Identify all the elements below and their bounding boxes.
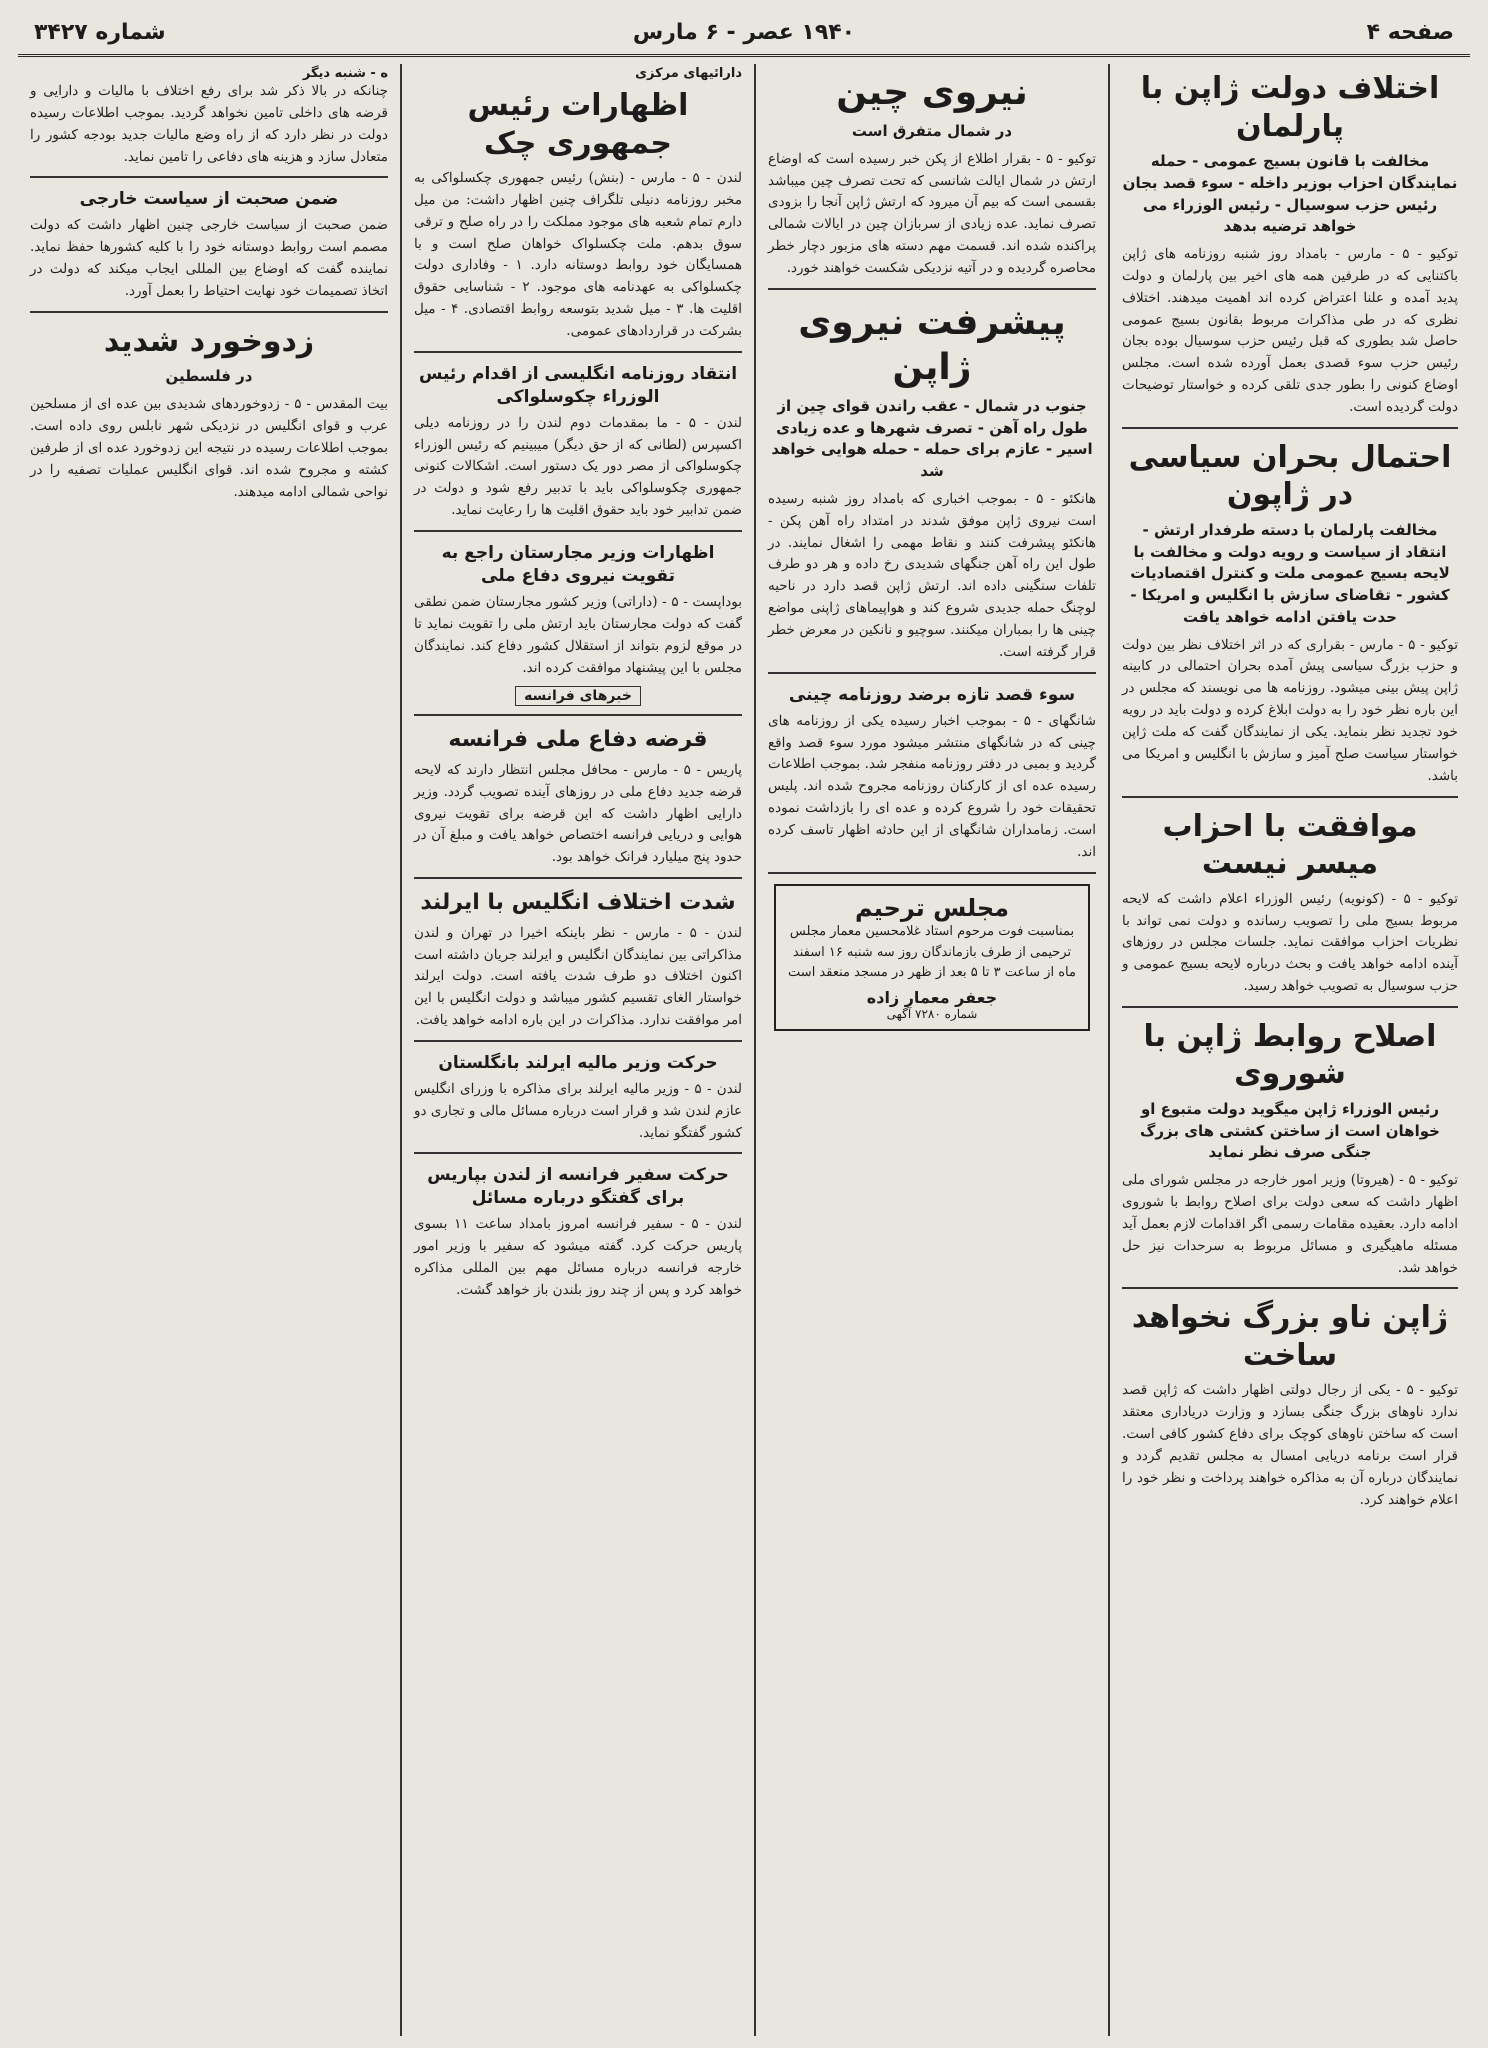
article xyxy=(30,323,388,512)
article xyxy=(414,542,742,716)
article-body: بوداپست - ۵ - (داراتی) وزیر کشور مجارستان ضمن نطقی گفت که دولت مجارستان باید ارتش ملی را تقویت نماید تا در موقع لزوم بتواند از استقلال کشور دفاع کند. نمایندگان مجلس با این پیشنهاد موافقت کرده اند. xyxy=(414,593,742,676)
column-2 xyxy=(754,64,1110,2036)
article xyxy=(414,889,742,1042)
headline: احتمال بحران سیاسی در ژاپون xyxy=(1128,439,1452,513)
headline: ضمن صحبت از سیاست خارجی xyxy=(79,189,339,210)
article xyxy=(768,300,1096,674)
article xyxy=(1122,1018,1458,1290)
article xyxy=(30,188,388,312)
article xyxy=(1122,808,1458,1008)
headline: موافقت با احزاب میسر نیست xyxy=(1162,808,1418,882)
article-body: توکیو - ۵ - بقرار اطلاع از پکن خبر رسیده است که اوضاع ارتش در شمال ایالت شانسی که تحت تصرف چین میباشد بقسمی است که بیم آن میرود که ارتش ژاپن آنجا را بزودی تصرف نماید. عده زیادی از سربازان چین در ایالات شمالی پراکنده شده اند. قسمت مهم دسته های مزبور دچار خطر محاصره گردیده و در آتیه نزدیکی شکست خواهند خورد. xyxy=(768,150,1096,277)
page-number: صفحه ۴ xyxy=(1366,20,1454,45)
article xyxy=(414,66,742,353)
article-body: توکیو - ۵ - مارس - بامداد روز شنبه روزنامه های ژاپن باکتنایی که در طرفین همه های اخیر بین پارلمان و دولت پدید آمده و علنا اعتراض کرده اند اهمیت میدهند. اختلاف نظری که در طی مذاکرات مربوط بقانون بسیج عمومی حاصل شد بطوری که قبل رئیس حزب سوسیال بوده بجان رئیس حزب سوء قصدی بعمل آورده شده است. مجلس اوضاع کنونی را بطور جدی تلقی کرده و خواستار توضیحات دولت گردیده است. xyxy=(1122,246,1459,416)
article-body: بیت المقدس - ۵ - زدوخوردهای شدیدی بین عده ای از مسلحین عرب و قوای انگلیس در نزدیکی شهر نابلس روی داده است. بموجب اطلاعات رسیده در نتیجه این زدوخورد عده ای از طرفین کشته و مجروح شده اند. قوای انگلیس عملیات تصفیه را در نواحی شمالی ادامه میدهند. xyxy=(30,396,388,500)
headline: اصلاح روابط ژاپن با شوروی xyxy=(1143,1018,1437,1092)
article xyxy=(30,66,388,178)
article xyxy=(414,363,742,532)
headline: حرکت سفیر فرانسه از لندن بپاریس برای گفتگو درباره مسائل xyxy=(427,1165,729,1209)
headline: اظهارات رئیس جمهوری چک xyxy=(467,88,689,161)
article-body: هانکئو - ۵ - بموجب اخباری که بامداد روز شنبه رسیده است نیروی ژاپن موفق شدند در امتداد راه آهن پکن - هانکئو پیشرفت کنند و نقاط مهمی را اشغال نمایند. در طول این راه آهن جنگهای شدیدی رخ داده و هر دو طرف تلفات سنگینی داده اند. ارتش ژاپن قصد دارد در ناحیه لوچنگ حمله جدیدی شروع کند و هواپیماهای ژاپنی مواضع چینی ها را بمباران میکنند. سوچیو و نانکین در معرض خطر قرار گرفته است. xyxy=(768,490,1096,660)
article-body: توکیو - ۵ - (کونویه) رئیس الوزراء اعلام داشت که لایحه مربوط بسیج ملی را تصویب رسانده و دولت نمی تواند با نظریات احزاب موافقت نماید. جلسات مجلس در روزهای آینده ادامه خواهد یافت و بحث درباره لایحه بسیج عمومی و حزب سوسیال به تصویب خواهد رسید. xyxy=(1122,890,1459,995)
headline: زدوخورد شدید xyxy=(103,323,315,359)
article xyxy=(414,1164,742,1309)
issue-date: ۱۹۴۰ عصر - ۶ مارس xyxy=(632,20,856,45)
article-body: توکیو - ۵ - یکی از رجال دولتی اظهار داشت که ژاپن قصد ندارد ناوهای بزرگ جنگی بسازد و وزارت دریاداری معتقد است که ساختن ناوهای کوچک برای دفاع کشور کافی است. قرار است برنامه دریایی امسال به مجلس تقدیم گردد و نمایندگان درباره آن به مذاکره خواهند پرداخت و نظر خود را اعلام خواهند کرد. xyxy=(1122,1382,1458,1508)
masthead xyxy=(18,12,1470,57)
headline: نیروی چین xyxy=(836,72,1028,113)
article-body: توکیو - ۵ - (هیروتا) وزیر امور خارجه در مجلس شورای ملی اظهار داشت که سعی دولت برای اصلاح روابط با شوروی ادامه دارد. بعقیده مقامات رسمی اگر اقدامات لازم بعمل آید مسئله ماهیگیری و مسائل مربوط به سرحدات نیز حل خواهد شد. xyxy=(1122,1172,1458,1276)
article xyxy=(768,684,1096,874)
memorial-notice xyxy=(774,884,1090,1031)
headline: قرضه دفاع ملی فرانسه xyxy=(448,727,708,753)
notice-signature: جعفر معمار زاده xyxy=(866,988,998,1008)
subheadline: مخالفت با قانون بسیج عمومی - حمله نمایندگان احزاب بوزیر داخله - سوء قصد بجان رئیس حزب سوسیال - رئیس الوزراء می خواهد ترضیه بدهد xyxy=(1122,152,1458,236)
subheadline: مخالفت پارلمان با دسته طرفدار ارتش - انتقاد از سیاست و رویه دولت و مخالفت با لایحه بسیج عمومی ملت و کنترل اقتصادیات کشور - تقاضای سازش با انگلیس و امریکا - حدت یافتن ادامه خواهد یافت xyxy=(1130,520,1450,626)
column-1 xyxy=(1110,64,1470,2036)
article xyxy=(1122,439,1458,798)
article xyxy=(1122,70,1458,429)
subheadline: رئیس الوزراء ژاپن میگوید دولت متبوع او خواهان است از ساختن کشتی های بزرگ جنگی صرف نظر نماید xyxy=(1140,1099,1440,1162)
section-label: دارائیهای مرکزی xyxy=(635,66,742,81)
article xyxy=(414,1052,742,1155)
notice-title: مجلس ترحیم xyxy=(854,893,1010,922)
headline: انتقاد روزنامه انگلیسی از اقدام رئیس الوزراء چکوسلواکی xyxy=(418,363,738,407)
article xyxy=(768,70,1096,290)
article-body: شانگهای - ۵ - بموجب اخبار رسیده یکی از روزنامه های چینی که در شانگهای منتشر میشود مورد سوء قصد واقع گردید و بمبی در دفتر روزنامه منفجر شد. بموجب اطلاعات رسیده عده ای از کارکنان روزنامه مجروح شده اند. پلیس تحقیقات خود را شروع کرده و عده ای را بازداشت نموده است. زمامداران شانگهای از این حادثه اظهار تاسف کرده اند. xyxy=(768,712,1096,860)
article xyxy=(1122,1299,1458,1519)
headline: اظهارات وزیر مجارستان راجع به تقویت نیروی دفاع ملی xyxy=(441,543,715,586)
column-4 xyxy=(18,64,402,2036)
notice-footer: شماره ۷۲۸۰ آگهی xyxy=(886,1007,978,1022)
subheadline: در فلسطین xyxy=(165,367,253,386)
issue-number: شماره ۳۴۲۷ xyxy=(34,20,166,45)
article-body: لندن - ۵ - وزیر مالیه ایرلند برای مذاکره با وزرای انگلیس عازم لندن شد و قرار است درباره مسائل مالی و تجاری دو کشور گفتگو نماید. xyxy=(414,1080,742,1141)
article-body: لندن - ۵ - مارس - نظر باینکه اخیرا در تهران و لندن مذاکراتی بین نمایندگان انگلیس و ایرلند جریان داشته است اکنون اختلاف دو طرف شدت یافته است. دولت ایرلند خواستار الغای تقسیم کشور میباشد و دولت انگلیس با این امر موافقت ندارد. مذاکرات در این باره ادامه خواهد یافت. xyxy=(414,924,742,1029)
article xyxy=(414,726,742,879)
article-body: ضمن صحبت از سیاست خارجی چنین اظهار داشت که دولت مصمم است روابط دوستانه خود را با کلیه کشورها حفظ نماید. نماینده گفت که اوضاع بین المللی ایجاب میکند که دولت در اتخاذ تصمیمات خود نهایت احتیاط را بعمل آورد. xyxy=(30,217,388,299)
article-body: لندن - ۵ - مارس - (بنش) رئیس جمهوری چکسلواکی به مخبر روزنامه دنیلی تلگراف چنین اظهار داشت: من میل دارم تمام شعبه های موجود مملکت را در راه صلح و ترقی سوق بدهم. ملت چکسلواک خواهان صلح است و با همسایگان خود روابط دوستانه دارد. ۱ - وفاداری دولت چکسلواکی به عهدنامه های موجود. ۲ - شناسایی حقوق اقلیت ها. ۳ - میل شدید بتوسعه روابط اقتصادی. ۴ - میل بشرکت در قراردادهای عمومی. xyxy=(414,170,743,340)
headline: حرکت وزیر مالیه ایرلند بانگلستان xyxy=(438,1052,718,1073)
section-badge: خبرهای فرانسه xyxy=(515,686,641,706)
article-body: لندن - ۵ - ما بمقدمات دوم لندن را در روزنامه دیلی اکسپرس (لطانی که از حق دیگر) میبینیم که رئیس الوزراء چکوسلواکی از مصر دور یک دستور است. اشکالات کنونی جمهوری چکوسلواکی باید با تدبیر رفع شود و دولت در ضمن تدابیر خود باید حقوق اقلیت ها را رعایت نماید. xyxy=(414,414,742,519)
article-body: لندن - ۵ - سفیر فرانسه امروز بامداد ساعت ۱۱ بسوی پاریس حرکت کرد. گفته میشود که سفیر با وزیر امور خارجه فرانسه درباره مسائل مهم بین المللی مذاکره خواهد کرد و پس از چند روز بلندن باز خواهد گشت. xyxy=(414,1216,742,1298)
headline: پیشرفت نیروی ژاپن xyxy=(798,301,1066,388)
newspaper-page xyxy=(18,12,1470,2036)
headline: شدت اختلاف انگلیس با ایرلند xyxy=(420,890,736,916)
article-body: پاریس - ۵ - مارس - محافل مجلس انتظار دارند که لایحه قرضه جدید دفاع ملی در روزهای آینده تصویب گردد. وزیر دارایی اظهار داشت که این قرضه برای تقویت نیروی هوایی و دریایی فرانسه اختصاص خواهد یافت و مبلغ آن در حدود پنج میلیارد فرانک خواهد بود. xyxy=(414,761,742,866)
notice-text: بمناسبت فوت مرحوم استاد غلامحسین معمار مجلس ترحیمی از طرف بازماندگان روز سه شنبه ۱۶ اسفند ماه از ساعت ۳ تا ۵ بعد از ظهر در مسجد منعقد است xyxy=(788,923,1076,981)
headline: اختلاف دولت ژاپن با پارلمان xyxy=(1140,71,1440,144)
article-body: توکیو - ۵ - مارس - بقراری که در اثر اختلاف نظر بین دولت و حزب بزرگ سیاسی پیش آمده بحران احتمالی در کابینه ژاپن پیش بینی میشود. روزنامه ها می نویسند که مجلس در این باره نظر خود را به دولت ابلاغ کرده و دولت باید در رویه خود تجدید نظر بنماید. یکی از نمایندگان گفت که ملت ژاپن خواستار سیاست صلح آمیز و سازش با انگلیس و امریکا می باشد. xyxy=(1122,636,1458,784)
headline: سوء قصد تازه برضد روزنامه چینی xyxy=(788,684,1076,705)
subheadline: در شمال متفرق است xyxy=(851,122,1013,140)
headline: ژاپن ناو بزرگ نخواهد ساخت xyxy=(1131,1300,1449,1373)
subheadline: جنوب در شمال - عقب راندن قوای چین از طول راه آهن - تصرف شهرها و عده زیادی اسیر - عازم برای حمله - حمله هوایی خواهد شد xyxy=(771,396,1093,481)
column-3 xyxy=(402,64,754,2036)
article-body: چنانکه در بالا ذکر شد برای رفع اختلاف با مالیات و دارایی و قرضه های داخلی تامین نخواهد گردید. بموجب اطلاعات رسیده دولت در نظر دارد که از راه وضع مالیات جدید بودجه کشور را متعادل سازد و هزینه های دفاعی را تامین نماید. xyxy=(30,83,388,165)
section-label: ه - شنبه دیگر xyxy=(302,66,388,81)
